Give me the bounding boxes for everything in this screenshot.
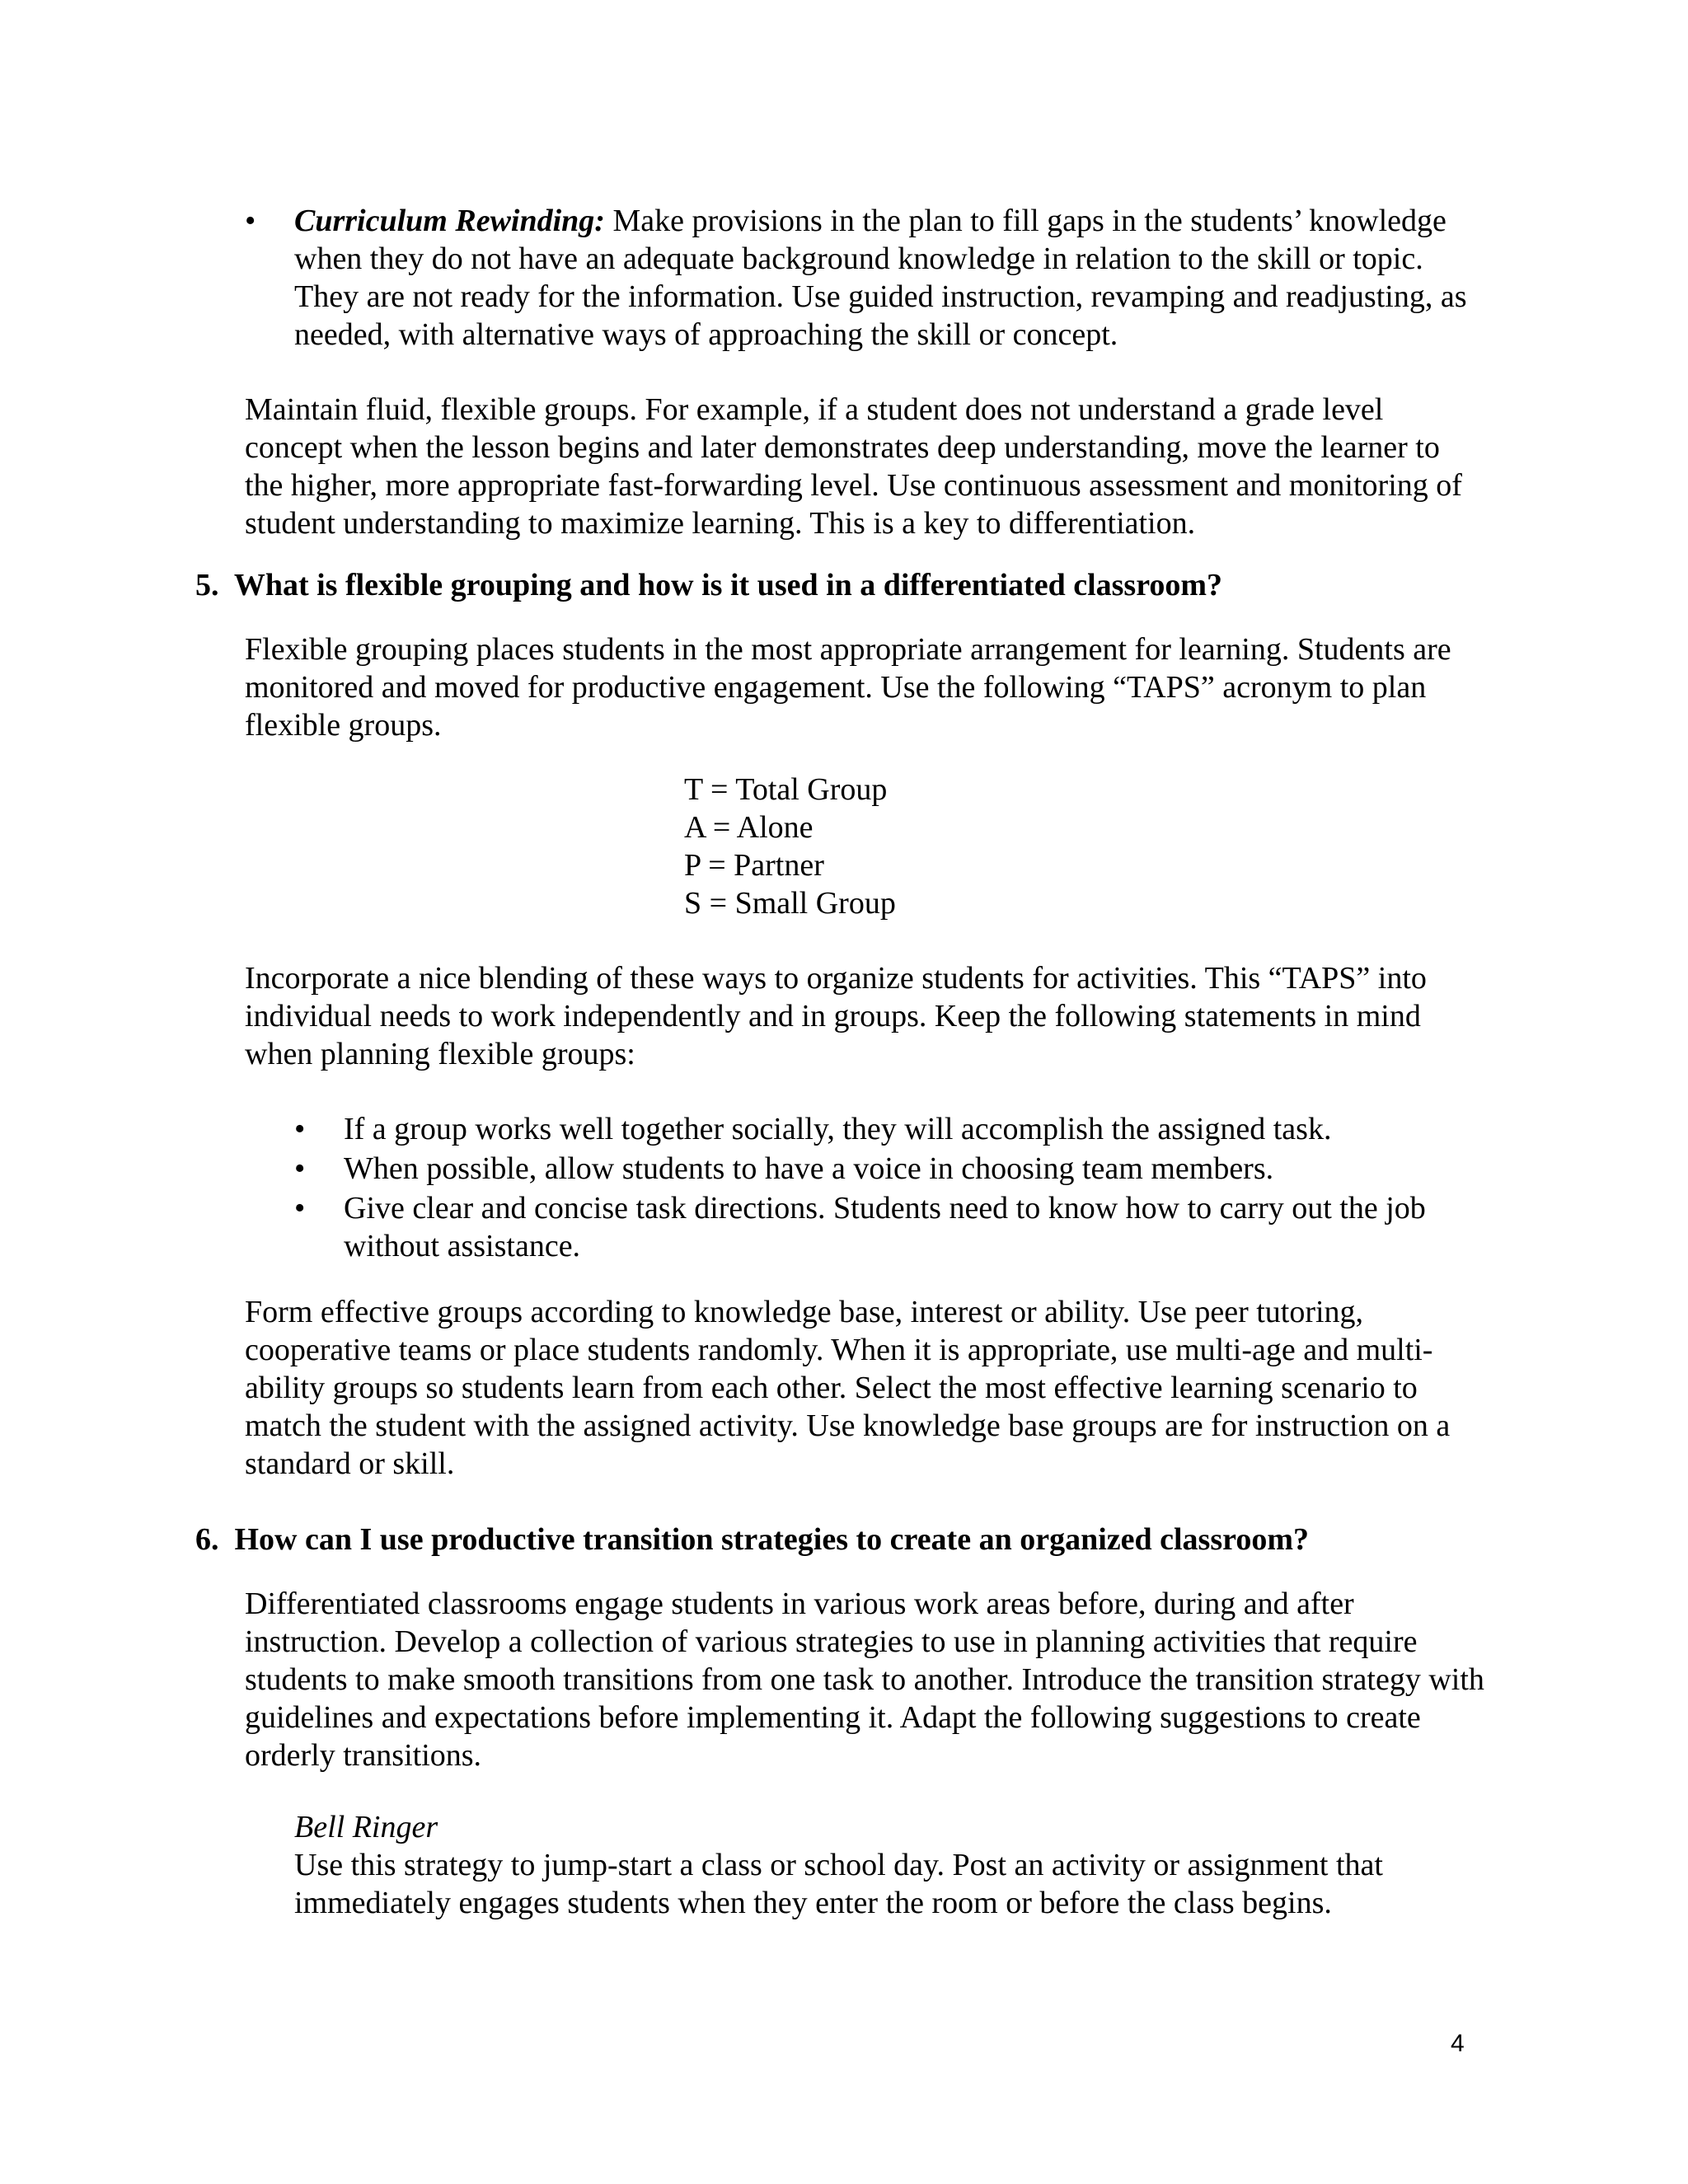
- question-5-paragraph-2: Incorporate a nice blending of these ways to organize students for activities. This “TAPS” into individual needs to work independently and in groups. Keep the following statements in mind when planning flexible groups:: [245, 961, 1427, 1071]
- taps-list: [684, 771, 1096, 922]
- page-number: 4: [1451, 2030, 1465, 2057]
- bell-ringer-text: Use this strategy to jump-start a class or school day. Post an activity or assignment that immediately engages students when they enter the room or before the class begins.: [294, 1848, 1383, 1920]
- bullet-icon: •: [294, 1191, 306, 1226]
- bullet-icon: •: [245, 204, 256, 238]
- question-6-heading: 6. How can I use productive transition strategies to create an organized classroom?: [195, 1522, 1309, 1557]
- curriculum-rewinding-text: [294, 202, 1481, 354]
- curriculum-rewinding-term: Curriculum Rewinding:: [294, 204, 605, 238]
- taps-item-t: T = Total Group: [684, 772, 888, 807]
- paragraph-fluid-groups: Maintain fluid, flexible groups. For example, if a student does not understand a grade level concept when the lesson begins and later demonstrates deep understanding, move the learner to the higher, more appropriate fast-forwarding level. Use continuous assessment and monitoring of student understanding to maximize learning. This is a key to differentiation.: [245, 392, 1462, 541]
- question-5-paragraph-1: Flexible grouping places students in the most appropriate arrangement for learning. Students are monitored and moved for productive engagement. Use the following “TAPS” acronym to plan flexible groups.: [245, 632, 1451, 743]
- list-item-text: Give clear and concise task directions. Students need to know how to carry out the job without assistance.: [344, 1191, 1426, 1263]
- taps-item-s: S = Small Group: [684, 886, 896, 921]
- bell-ringer-section: [294, 1808, 1489, 1922]
- list-item-text: If a group works well together socially, they will accomplish the assigned task.: [344, 1112, 1332, 1146]
- taps-item-a: A = Alone: [684, 810, 814, 845]
- bullet-icon: •: [294, 1151, 306, 1186]
- curriculum-rewinding-body: Make provisions in the plan to fill gaps in the students’ knowledge when they do not have an adequate background knowledge in relation to the skill or topic. They are not ready for the information. Use guided instruction, revamping and readjusting, as needed, with alternative ways of approaching the skill or concept.: [294, 204, 1467, 352]
- list-item-text: When possible, allow students to have a voice in choosing team members.: [344, 1151, 1274, 1186]
- taps-item-p: P = Partner: [684, 848, 824, 883]
- question-5-heading: 5. What is flexible grouping and how is it used in a differentiated classroom?: [195, 568, 1223, 602]
- question-5-paragraph-3: Form effective groups according to knowledge base, interest or ability. Use peer tutoring, cooperative teams or place students randomly. When it is appropriate, use multi-age and multi-ability groups so students learn from each other. Select the most effective learning scenario to match the student with the assigned activity. Use knowledge base groups are for instruction on a standard or skill.: [245, 1295, 1451, 1481]
- bell-ringer-title: Bell Ringer: [294, 1810, 438, 1844]
- bullet-icon: •: [294, 1112, 306, 1146]
- curriculum-rewinding-bullet: [245, 202, 1481, 354]
- question-6-paragraph-1: Differentiated classrooms engage students in various work areas before, during and after instruction. Develop a collection of various strategies to use in planning activities that require students to make smooth transitions from one task to another. Introduce the transition strategy with guidelines and expectations before implementing it. Adapt the following suggestions to create orderly transitions.: [245, 1586, 1484, 1773]
- flexible-groups-bullet-list: [294, 1110, 1481, 1275]
